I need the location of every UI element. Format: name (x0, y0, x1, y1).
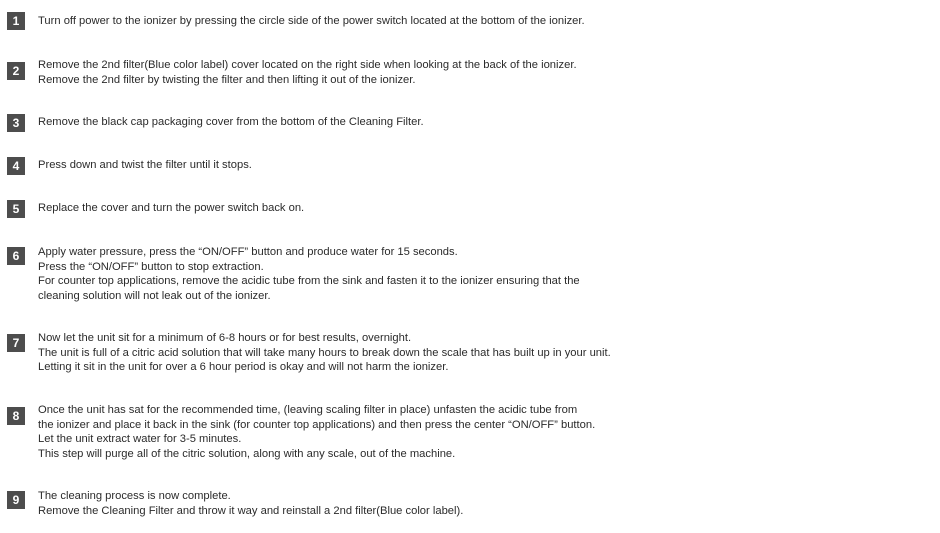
step-line: cleaning solution will not leak out of the ionizer. (38, 289, 271, 302)
step-number-badge: 1 (7, 12, 25, 30)
step-line: Once the unit has sat for the recommended time, (leaving scaling filter in place) unfasten the acidic tube from (38, 404, 578, 416)
step-number-badge: 7 (7, 334, 25, 352)
step-text (38, 14, 918, 29)
step-line: Remove the 2nd filter by twisting the filter and then lifting it out of the ionizer. (38, 73, 416, 86)
step-line: Remove the 2nd filter(Blue color label) cover located on the right side when looking at the back of the ionizer. (38, 59, 577, 71)
step-line: Apply water pressure, press the “ON/OFF” button and produce water for 15 seconds. (38, 246, 458, 258)
step-line: Turn off power to the ionizer by pressing the circle side of the power switch located at the bottom of the ionizer. (38, 15, 585, 27)
step-number-badge: 6 (7, 247, 25, 265)
step-number-badge: 2 (7, 62, 25, 80)
step-number-badge: 8 (7, 407, 25, 425)
step-line: Replace the cover and turn the power switch back on. (38, 202, 305, 214)
step-line: Press the “ON/OFF” button to stop extraction. (38, 260, 264, 273)
step-line: the ionizer and place it back in the sink (for counter top applications) and then press the center “ON/OFF” button. (38, 418, 596, 431)
step-line: Press down and twist the filter until it stops. (38, 159, 252, 171)
step-text (38, 201, 918, 216)
step-line: Let the unit extract water for 3-5 minutes. (38, 433, 242, 445)
step-line: Remove the Cleaning Filter and throw it way and reinstall a 2nd filter(Blue color label). (38, 504, 464, 517)
step-text (38, 158, 918, 173)
step-text (38, 331, 918, 375)
step-text (38, 115, 918, 130)
step-line: The cleaning process is now complete. (38, 490, 231, 502)
step-text (38, 58, 918, 87)
step-text (38, 245, 918, 303)
step-line: For counter top applications, remove the acidic tube from the sink and fasten it to the ionizer ensuring that the (38, 275, 580, 287)
step-number-badge: 4 (7, 157, 25, 175)
step-line: Remove the black cap packaging cover from the bottom of the Cleaning Filter. (38, 116, 424, 128)
step-number-badge: 9 (7, 491, 25, 509)
step-line: Now let the unit sit for a minimum of 6-8 hours or for best results, overnight. (38, 332, 412, 344)
step-number-badge: 5 (7, 200, 25, 218)
step-text (38, 489, 918, 518)
step-line: The unit is full of a citric acid solution that will take many hours to break down the scale that has built up in your unit. (38, 346, 611, 359)
step-line: This step will purge all of the citric solution, along with any scale, out of the machine. (38, 447, 456, 460)
step-line: Letting it sit in the unit for over a 6 hour period is okay and will not harm the ionizer. (38, 361, 449, 373)
step-number-badge: 3 (7, 114, 25, 132)
step-text (38, 403, 918, 461)
